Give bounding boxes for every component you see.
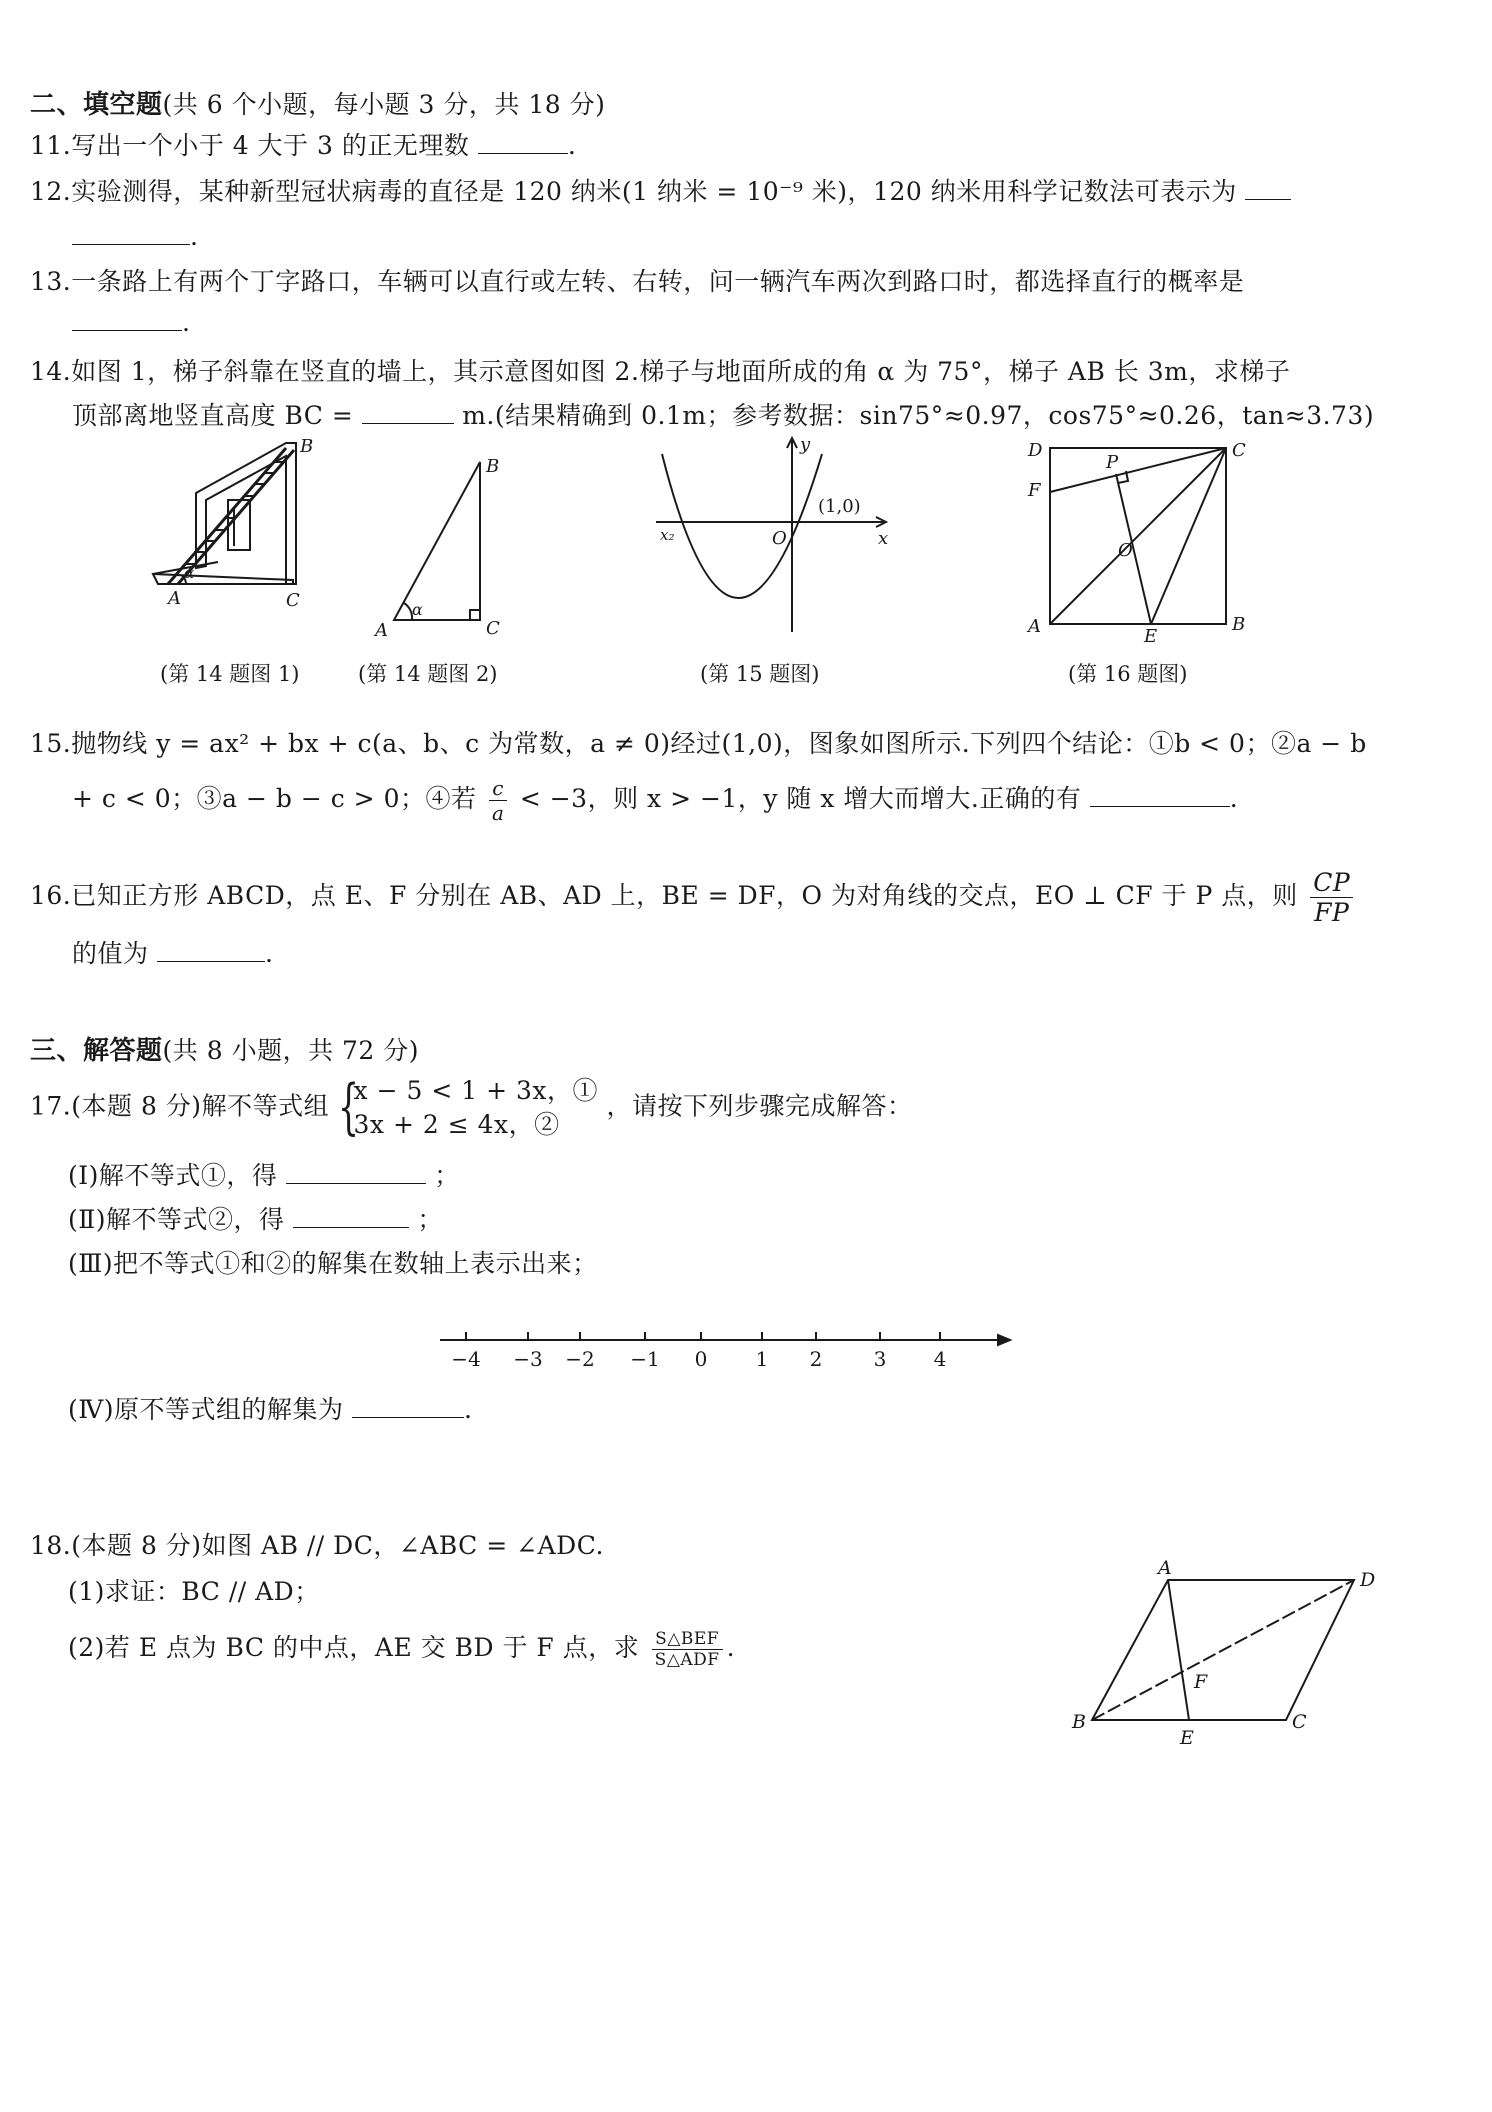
question-11-text: 11.写出一个小于 4 大于 3 的正无理数	[30, 131, 470, 160]
answer-blank-17-4[interactable]	[352, 1393, 464, 1418]
step-2-text: (Ⅱ)解不等式②，得	[68, 1205, 285, 1234]
section-2-note: (共 6 个小题，每小题 3 分，共 18 分)	[162, 90, 606, 119]
fraction-area-ratio	[652, 1629, 723, 1670]
fraction-denominator: a	[491, 801, 505, 825]
label-F-16: F	[1028, 480, 1041, 501]
question-13-text: 13.一条路上有两个丁字路口，车辆可以直行或左转、右转，问一辆汽车两次到路口时，都选择直行的概率是	[30, 267, 1245, 296]
label-F-18: F	[1194, 1671, 1208, 1693]
question-18-part-1-text: (1)求证：BC // AD；	[68, 1577, 320, 1606]
question-14-line-2	[72, 396, 1374, 432]
label-x-axis: x	[878, 528, 889, 549]
label-O-16: O	[1118, 540, 1133, 561]
answer-blank-12[interactable]	[72, 220, 190, 245]
tick-label-3: 3	[873, 1347, 887, 1371]
question-15-text-2b: < −3，则 x > −1，y 随 x 增大而增大.正确的有	[519, 784, 1082, 813]
answer-blank-14[interactable]	[362, 399, 454, 424]
question-13-end: .	[182, 308, 191, 337]
section-3-heading	[30, 1030, 419, 1067]
question-18-end: .	[726, 1633, 736, 1662]
answer-blank-15[interactable]	[1090, 782, 1230, 807]
question-15-line-1	[30, 724, 1367, 760]
fraction-numerator: CP	[1310, 868, 1353, 898]
question-14-text-2a: 顶部离地竖直高度 BC =	[72, 401, 354, 430]
tick-label-neg3: −3	[513, 1347, 543, 1371]
question-18-part-1	[68, 1572, 320, 1608]
label-A-18: A	[1158, 1557, 1172, 1579]
label-C-14-2: C	[486, 618, 500, 639]
fraction-denominator: FP	[1314, 898, 1350, 927]
question-18-line-1	[30, 1526, 604, 1562]
answer-blank-17-2[interactable]	[293, 1203, 409, 1228]
question-16-text-1: 16.已知正方形 ABCD，点 E、F 分别在 AB、AD 上，BE = DF，O 为对角线的交点，EO ⊥ CF 于 P 点，则	[30, 881, 1298, 910]
answer-blank-17-1[interactable]	[286, 1159, 426, 1184]
tick-label-2: 2	[809, 1347, 823, 1371]
answer-blank-16[interactable]	[157, 937, 265, 962]
fraction-c-over-a	[489, 776, 507, 825]
label-A-14-1: A	[168, 588, 181, 609]
tick-label-neg4: −4	[451, 1347, 481, 1371]
label-x2: x₂	[660, 526, 675, 544]
caption-figure-16: (第 16 题图)	[1068, 662, 1188, 686]
question-18-part-2	[68, 1628, 735, 1670]
question-14-text-1: 14.如图 1，梯子斜靠在竖直的墙上，其示意图如图 2.梯子与地面所成的角 α 为 75°，梯子 AB 长 3m，求梯子	[30, 357, 1291, 386]
question-12-text: 12.实验测得，某种新型冠状病毒的直径是 120 纳米(1 纳米 = 10⁻⁹ 米)，120 纳米用科学记数法可表示为	[30, 177, 1237, 206]
step-4-text: (Ⅳ)原不等式组的解集为	[68, 1395, 344, 1424]
question-17-prefix: 17.(本题 8 分)解不等式组	[30, 1091, 330, 1121]
number-line[interactable]	[430, 1320, 1030, 1380]
question-16-line-2	[72, 934, 273, 970]
question-12-end: .	[190, 222, 199, 251]
answer-blank-12-start[interactable]	[1245, 175, 1291, 200]
question-16-line-1	[30, 868, 1357, 927]
inequality-1: x − 5 < 1 + 3x，①	[353, 1076, 598, 1105]
question-18-part-2-text: (2)若 E 点为 BC 的中点，AE 交 BD 于 F 点，求	[68, 1633, 640, 1662]
question-11-end: .	[567, 131, 577, 160]
figure-15-parabola	[650, 432, 900, 642]
tick-label-4: 4	[933, 1347, 947, 1371]
label-B-16: B	[1232, 614, 1246, 635]
figure-14-2-triangle	[372, 450, 512, 640]
step-1-text: (Ⅰ)解不等式①，得	[68, 1161, 278, 1190]
label-origin-15: O	[772, 528, 787, 549]
question-17-suffix: ，请按下列步骤完成解答：	[606, 1091, 913, 1121]
fraction-cp-over-fp	[1310, 868, 1353, 927]
question-15-line-2	[72, 776, 1238, 825]
section-3-title: 三、解答题	[30, 1036, 163, 1066]
label-y-axis: y	[800, 434, 811, 455]
figure-14-1-ladder-wall	[148, 438, 318, 638]
question-15-text-2a: + c < 0；③a − b − c > 0；④若	[72, 784, 477, 813]
answer-blank-13[interactable]	[72, 306, 182, 331]
fraction-denominator: S△ADF	[654, 1650, 720, 1670]
label-E-18: E	[1180, 1727, 1194, 1749]
fraction-numerator: c	[489, 776, 507, 801]
label-A-16: A	[1028, 616, 1041, 637]
label-B-14-2: B	[486, 456, 500, 477]
label-P-16: P	[1106, 452, 1119, 473]
label-C-16: C	[1232, 440, 1246, 461]
question-15-end: .	[1229, 784, 1239, 813]
caption-figure-14-1: (第 14 题图 1)	[160, 662, 300, 686]
step-2-separator: ；	[417, 1205, 443, 1234]
question-16-end: .	[264, 939, 274, 968]
question-13	[30, 262, 1244, 298]
question-14-text-2b: m.(结果精确到 0.1m；参考数据：sin75°≈0.97，cos75°≈0.26，tan≈3.73)	[462, 401, 1375, 430]
question-11	[30, 126, 576, 162]
label-D-16: D	[1028, 440, 1043, 461]
section-3-note: (共 8 小题，共 72 分)	[162, 1036, 420, 1065]
label-E-16: E	[1144, 626, 1158, 646]
step-4-end: .	[463, 1395, 473, 1424]
label-C-14-1: C	[286, 590, 300, 611]
question-15-text-1: 15.抛物线 y = ax² + bx + c(a、b、c 为常数，a ≠ 0)经过(1,0)，图象如图所示.下列四个结论：①b < 0；②a − b	[30, 729, 1367, 758]
caption-figure-15: (第 15 题图)	[700, 662, 820, 686]
question-17-step-4	[68, 1390, 472, 1426]
caption-figure-14-2: (第 14 题图 2)	[358, 662, 498, 686]
question-14-line-1	[30, 352, 1290, 388]
question-13-continued	[72, 306, 190, 337]
tick-label-neg2: −2	[565, 1347, 595, 1371]
label-B-18: B	[1072, 1711, 1086, 1733]
label-point-1-0: (1,0)	[818, 496, 861, 517]
inequality-2: 3x + 2 ≤ 4x，②	[353, 1110, 560, 1139]
question-17-header	[30, 1074, 912, 1142]
fraction-numerator: S△BEF	[652, 1629, 723, 1650]
question-18-text-1: 18.(本题 8 分)如图 AB // DC，∠ABC = ∠ADC.	[30, 1531, 604, 1560]
question-17-step-2	[68, 1200, 443, 1236]
answer-blank-11[interactable]	[478, 129, 568, 154]
question-17-step-3	[68, 1244, 598, 1280]
section-2-heading	[30, 84, 605, 121]
label-C-18: C	[1292, 1711, 1307, 1733]
label-B-14-1: B	[300, 438, 314, 457]
question-12-continued	[72, 220, 198, 251]
step-3-text: (Ⅲ)把不等式①和②的解集在数轴上表示出来；	[68, 1249, 598, 1278]
label-D-18: D	[1360, 1569, 1376, 1591]
figure-16-square	[1020, 436, 1250, 646]
question-17-step-1	[68, 1156, 460, 1192]
label-A-14-2: A	[375, 620, 388, 640]
question-16-text-2: 的值为	[72, 939, 149, 968]
question-12	[30, 172, 1291, 208]
tick-label-1: 1	[755, 1347, 769, 1371]
step-1-separator: ；	[434, 1161, 460, 1190]
inequality-system: { x − 5 < 1 + 3x，① 3x + 2 ≤ 4x，②	[337, 1072, 598, 1142]
label-alpha-14-2: α	[412, 600, 423, 619]
section-2-title: 二、填空题	[30, 90, 163, 120]
tick-label-0: 0	[694, 1347, 708, 1371]
label-alpha-14-1: α	[184, 564, 195, 582]
figure-18-parallelogram	[1058, 1552, 1388, 1752]
tick-label-neg1: −1	[630, 1347, 660, 1371]
